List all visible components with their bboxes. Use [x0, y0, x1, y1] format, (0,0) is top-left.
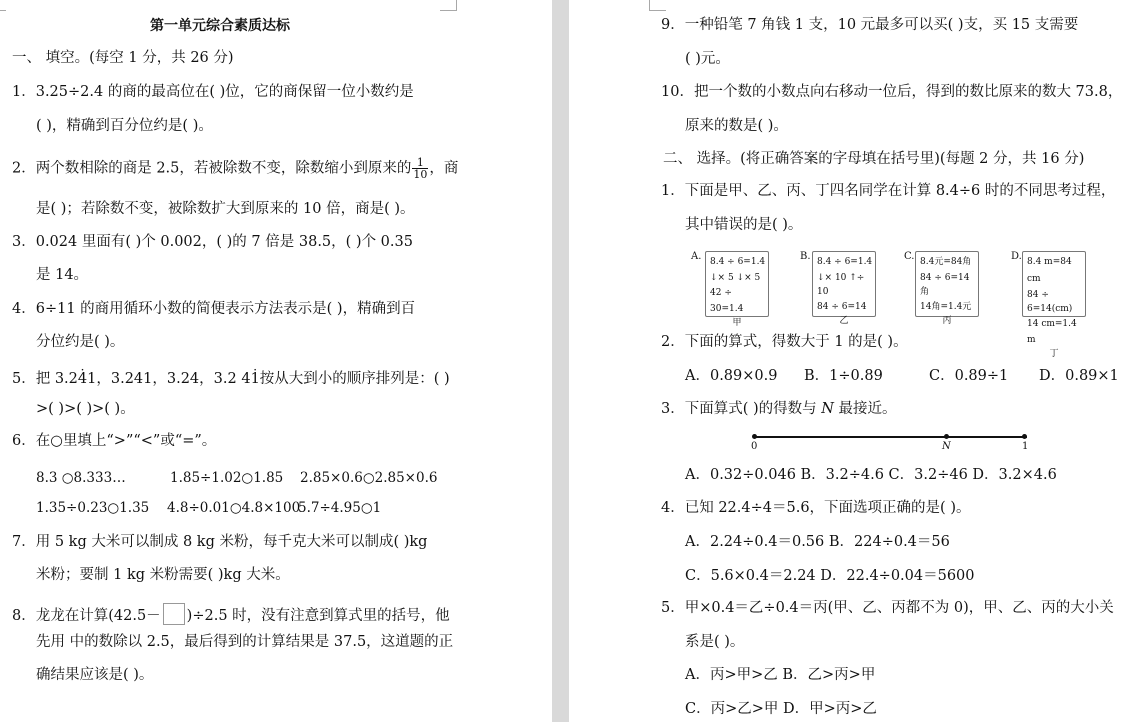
- fraction-numerator: 1: [412, 157, 428, 169]
- question-7-line2: 米粉；要制 1 kg 米粉需要( )kg 大米。: [36, 567, 290, 583]
- blank-box: [163, 603, 185, 625]
- option-label: D.: [1011, 251, 1022, 262]
- fraction-denominator: 10: [413, 168, 428, 181]
- choice-options: A．2.24÷0.4＝0.56 B．224÷0.4＝56: [685, 534, 950, 550]
- card-tag: 丁: [1049, 349, 1059, 359]
- question-8-line1: [12, 603, 450, 626]
- card-tag: 丙: [942, 316, 952, 326]
- question-9-line1: 9．一种铅笔 7 角钱 1 支，10 元最多可以买( )支，买 15 支需要: [661, 17, 1079, 33]
- question-1-line2: ( )，精确到百分位约是( )。: [36, 118, 213, 134]
- number-line: [754, 436, 1027, 438]
- question-3-line2: 是 14。: [36, 267, 89, 283]
- card-line: 14 cm=1.4 m: [1027, 319, 1077, 345]
- question-2-line2: 是( )；若除数不变，被除数扩大到原来的 10 倍，商是( )。: [36, 201, 415, 217]
- q5-text: 5．把 3.2: [12, 371, 78, 387]
- page-title: 第一单元综合素质达标: [150, 18, 290, 34]
- card-line: ↓× 10 ↑÷ 10: [817, 273, 865, 297]
- question-4-line2: 分位约是( )。: [36, 334, 125, 350]
- number-line-label: 0: [751, 441, 758, 452]
- thinking-card: [915, 251, 979, 326]
- thinking-card: [705, 251, 769, 328]
- page-corner-mark: [0, 0, 6, 11]
- compare-item: 4.8÷0.01○4.8×100: [167, 500, 301, 516]
- q5-text-end: 按从大到小的顺序排列是：( ): [259, 371, 450, 387]
- card-line: 84 ÷ 6=14: [817, 302, 867, 312]
- card-line: 8.4 ÷ 6=1.4: [817, 257, 873, 267]
- choice-5-line2: 系是( )。: [685, 634, 745, 650]
- option-label: B.: [800, 251, 811, 262]
- card-line: 8.4 ÷ 6=1.4: [710, 257, 766, 267]
- question-2-line1: [12, 157, 458, 180]
- q8-text: 8．龙龙在计算(42.5－: [12, 608, 161, 624]
- card-line: ↓× 5 ↓× 5: [710, 273, 761, 283]
- compare-item: 1.85÷1.02○1.85: [170, 470, 284, 486]
- question-7-line1: 7．用 5 kg 大米可以制成 8 kg 米粉，每千克大米可以制成( )kg: [12, 534, 428, 550]
- number-line-label: 1: [1022, 441, 1029, 452]
- compare-item: 8.3 ○8.333…: [36, 470, 126, 486]
- choice-2: 2．下面的算式，得数大于 1 的是( )。: [661, 334, 908, 350]
- page-corner-mark: [440, 0, 457, 11]
- repeating-digit: · 1: [251, 371, 260, 387]
- choice-4: 4．已知 22.4÷4＝5.6，下面选项正确的是( )。: [661, 500, 971, 516]
- choice-option: A．0.89×0.9: [685, 368, 778, 384]
- c3-text: 3．下面算式( )的得数与: [661, 401, 822, 417]
- question-2-text: 2．两个数相除的商是 2.5，若被除数不变，除数缩小到原来的: [12, 160, 412, 177]
- left-page: [0, 0, 552, 722]
- question-2-text-end: ，商: [429, 160, 459, 177]
- choice-5-line1: 5．甲×0.4＝乙÷0.4＝丙(甲、乙、丙都不为 0)，甲、乙、丙的大小关: [661, 600, 1114, 616]
- choice-options: C．5.6×0.4＝2.24 D．22.4÷0.04＝5600: [685, 568, 975, 584]
- choice-3: [661, 399, 897, 419]
- card-line: 42 ÷ 30=1.4: [710, 288, 744, 314]
- q8-text-end: )÷2.5 时，没有注意到算式里的括号，他: [186, 608, 450, 624]
- question-3-line1: 3．0.024 里面有( )个 0.002，( )的 7 倍是 38.5，( )个 0.35: [12, 234, 413, 250]
- question-4-line1: 4．6÷11 的商用循环小数的简便表示方法表示是( )，精确到百: [12, 301, 416, 317]
- choice-1-line1: 1．下面是甲、乙、丙、丁四名同学在计算 8.4÷6 时的不同思考过程，: [661, 183, 1116, 199]
- choice-options: A．丙>甲>乙 B．乙>丙>甲: [685, 667, 876, 683]
- question-1-line1: 1．3.25÷2.4 的商的最高位在( )位，它的商保留一位小数约是: [12, 84, 414, 100]
- choice-1-line2: 其中错误的是( )。: [685, 217, 803, 233]
- q5-text-mid: 1，3.241，3.24，3.2 4: [87, 371, 251, 387]
- page-corner-mark: [649, 0, 666, 11]
- question-10-line2: 原来的数是( )。: [685, 118, 788, 134]
- fraction: [412, 157, 428, 180]
- right-page: [569, 0, 1130, 722]
- variable-n: N: [821, 401, 834, 417]
- c3-text-end: 最接近。: [833, 401, 897, 417]
- card-line: 14角=1.4元: [920, 302, 972, 312]
- question-10-line1: 10．把一个数的小数点向右移动一位后，得到的数比原来的数大 73.8，: [661, 84, 1123, 100]
- question-8-line3: 确结果应该是( )。: [36, 667, 154, 683]
- option-label: A.: [691, 251, 702, 262]
- question-6: 6．在○里填上“>”“<”或“=”。: [12, 433, 217, 449]
- choice-options: C．丙>乙>甲 D．甲>丙>乙: [685, 701, 877, 717]
- card-line: 84 ÷ 6=14角: [920, 273, 970, 297]
- question-5-line2: >( )>( )>( )。: [36, 401, 135, 417]
- number-line-point: [1022, 434, 1027, 439]
- card-line: 8.4元=84角: [920, 257, 972, 267]
- section-heading: 一、 填空。(每空 1 分，共 26 分): [12, 50, 234, 66]
- card-line: 8.4 m=84 cm: [1027, 257, 1072, 284]
- repeating-digit: · 4: [78, 371, 87, 387]
- option-label: C.: [904, 251, 915, 262]
- card-tag: 乙: [839, 316, 849, 326]
- question-9-line2: ( )元。: [685, 51, 730, 67]
- number-line-point: [752, 434, 757, 439]
- number-line-point: [944, 434, 949, 439]
- choice-option: B．1÷0.89: [804, 368, 883, 384]
- question-5-line1: [12, 369, 450, 389]
- number-line-label: N: [942, 441, 951, 452]
- card-tag: 甲: [732, 318, 742, 328]
- card-line: 84 ÷ 6=14(cm): [1027, 290, 1073, 314]
- page-gap: [552, 0, 569, 722]
- choice-option: C．0.89÷1: [929, 368, 1009, 384]
- compare-item: 2.85×0.6○2.85×0.6: [300, 470, 438, 486]
- question-8-line2: 先用 中的数除以 2.5，最后得到的计算结果是 37.5，这道题的正: [36, 634, 454, 650]
- choice-option: D．0.89×1: [1039, 368, 1119, 384]
- thinking-card: [1022, 251, 1086, 359]
- compare-item: 5.7÷4.95○1: [298, 500, 382, 516]
- thinking-card: [812, 251, 876, 326]
- choice-options: A．0.32÷0.046 B．3.2÷4.6 C．3.2÷46 D．3.2×4.6: [685, 467, 1057, 483]
- section-heading: 二、 选择。(将正确答案的字母填在括号里)(每题 2 分，共 16 分): [663, 151, 1085, 167]
- compare-item: 1.35÷0.23○1.35: [36, 500, 150, 516]
